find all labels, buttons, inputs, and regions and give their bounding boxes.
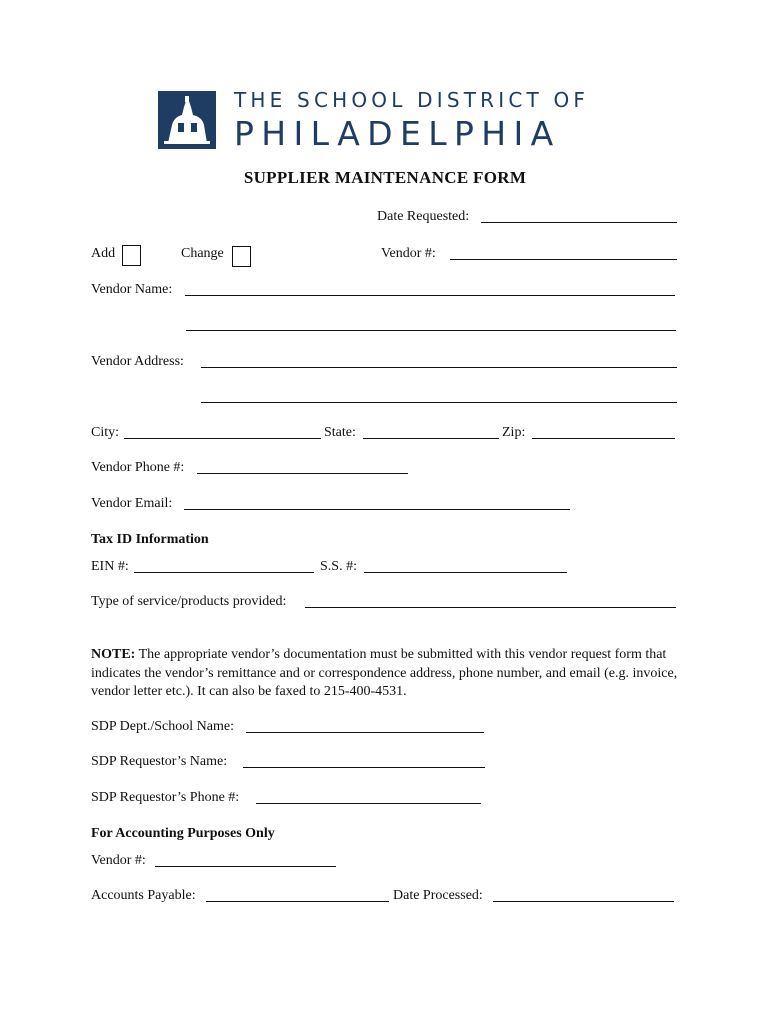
state-field[interactable]: [363, 438, 499, 439]
vendor-name-label: Vendor Name:: [91, 282, 173, 297]
city-field[interactable]: [124, 438, 321, 439]
date-processed-label: Date Processed:: [393, 888, 483, 903]
ss-label: S.S. #:: [320, 559, 357, 574]
vendor-phone-label: Vendor Phone #:: [91, 460, 185, 475]
service-type-field[interactable]: [305, 607, 676, 608]
district-logo: [158, 88, 618, 154]
vendor-address-field-2[interactable]: [201, 402, 677, 403]
service-type-label: Type of service/products provided:: [91, 594, 287, 609]
vendor-address-label: Vendor Address:: [91, 354, 184, 369]
note-paragraph: [91, 646, 681, 702]
add-label: Add: [91, 246, 116, 261]
change-label: Change: [181, 246, 224, 261]
tax-id-heading: Tax ID Information: [91, 532, 209, 547]
change-checkbox[interactable]: [232, 246, 251, 267]
date-requested-label: Date Requested:: [377, 209, 470, 224]
logo-text-line1: THE SCHOOL DISTRICT OF: [234, 88, 590, 112]
vendor-phone-field[interactable]: [197, 473, 408, 474]
accounts-payable-label: Accounts Payable:: [91, 888, 196, 903]
bell-tower-icon: [158, 91, 216, 149]
sdp-requestor-phone-field[interactable]: [256, 803, 481, 804]
sdp-requestor-phone-label: SDP Requestor’s Phone #:: [91, 790, 240, 805]
accounting-vendor-number-field[interactable]: [155, 866, 336, 867]
vendor-email-label: Vendor Email:: [91, 496, 173, 511]
vendor-number-field[interactable]: [450, 259, 677, 260]
sdp-requestor-name-field[interactable]: [243, 767, 485, 768]
accounts-payable-field[interactable]: [206, 901, 389, 902]
vendor-name-field-2[interactable]: [186, 330, 676, 331]
add-checkbox[interactable]: [122, 245, 141, 266]
form-title: SUPPLIER MAINTENANCE FORM: [243, 168, 527, 187]
state-label: State:: [324, 425, 356, 440]
sdp-requestor-name-label: SDP Requestor’s Name:: [91, 754, 228, 769]
zip-label: Zip:: [502, 425, 526, 440]
note-text: The appropriate vendor’s documentation must be submitted with this vendor request form that indicates the vendor’s remittance and or correspondence address, phone number, and email (e.g. invoice, vendor letter etc.). It can also be faxed to 215-400-4531.: [91, 647, 678, 699]
ein-field[interactable]: [134, 572, 314, 573]
accounting-heading: For Accounting Purposes Only: [91, 826, 275, 841]
date-processed-field[interactable]: [493, 901, 674, 902]
note-label: NOTE:: [91, 647, 136, 662]
zip-field[interactable]: [532, 438, 675, 439]
vendor-name-field[interactable]: [185, 295, 675, 296]
city-label: City:: [91, 425, 120, 440]
ein-label: EIN #:: [91, 559, 129, 574]
vendor-email-field[interactable]: [184, 509, 570, 510]
logo-text-line2: PHILADELPHIA: [234, 114, 561, 153]
vendor-number-label: Vendor #:: [381, 246, 436, 261]
sdp-dept-field[interactable]: [246, 732, 484, 733]
vendor-address-field[interactable]: [201, 367, 677, 368]
accounting-vendor-number-label: Vendor #:: [91, 853, 146, 868]
sdp-dept-label: SDP Dept./School Name:: [91, 719, 234, 734]
date-requested-field[interactable]: [481, 222, 677, 223]
ss-field[interactable]: [364, 572, 567, 573]
